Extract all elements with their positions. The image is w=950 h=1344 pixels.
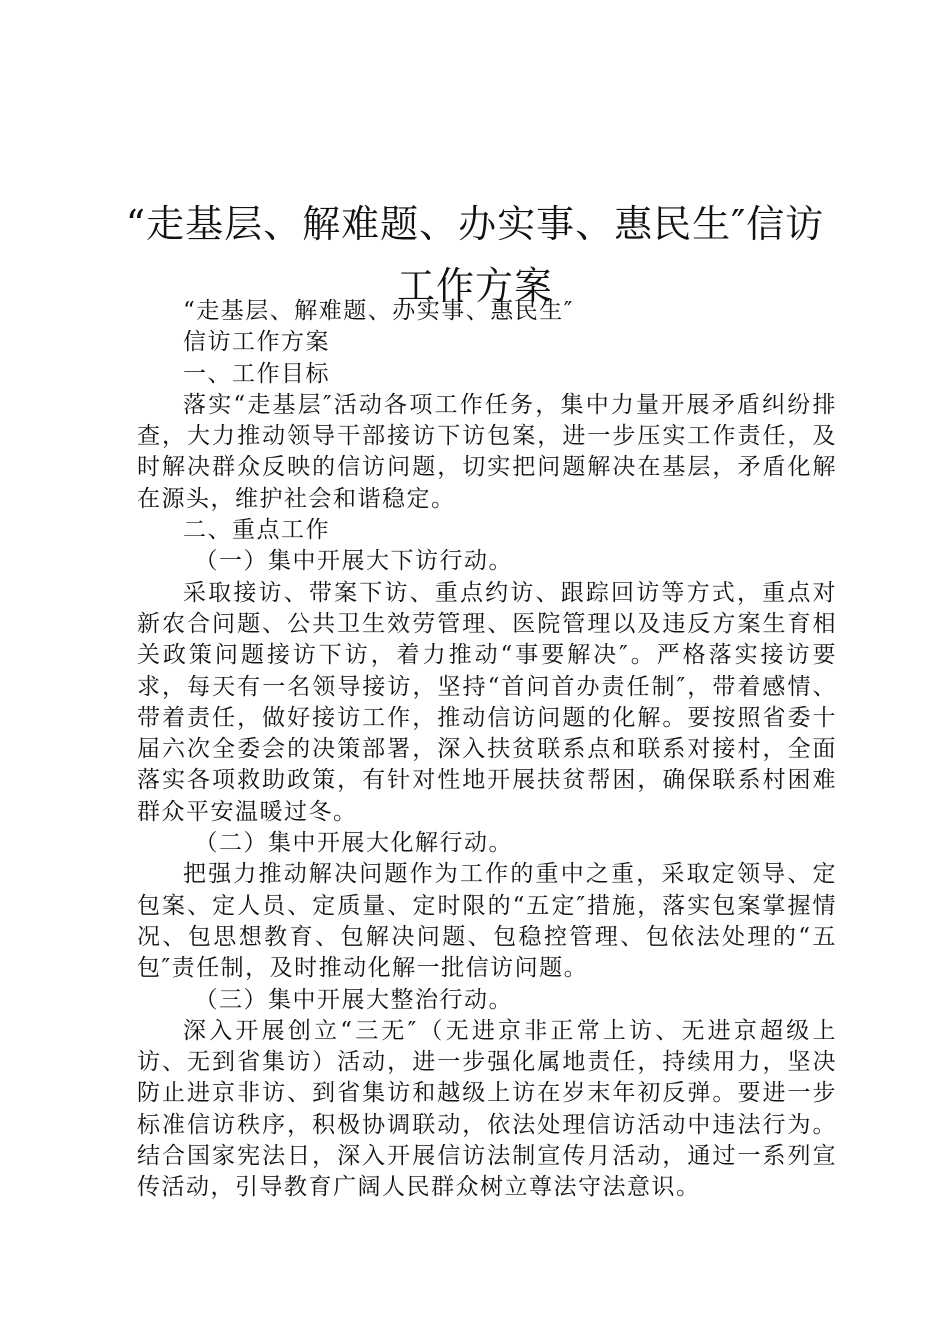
section-heading-key-work: 二、重点工作 bbox=[183, 517, 330, 544]
body-paragraph: 深入开展创立“三无″（无进京非正常上访、无进京超级上访、无到省集访）活动，进一步强化属地责任，持续用力，坚决防止进京非访、到省集访和越级上访在岁末年初反弹。要进一步标准信访秩序，积极协调联动，依法处理信访活动中违法行为。结合国家宪法日，深入开展信访法制宣传月活动，通过一系列宣传活动，引导教育广阔人民群众树立尊法守法意识。 bbox=[137, 1017, 837, 1201]
body-paragraph: 落实“走基层″活动各项工作任务，集中力量开展矛盾纠纷排查，大力推动领导干部接访下访包案，进一步压实工作责任，及时解决群众反映的信访问题，切实把问题解决在基层，矛盾化解在源头，维护社会和谐稳定。 bbox=[137, 391, 837, 512]
subsection-heading-1: （一）集中开展大下访行动。 bbox=[194, 548, 513, 575]
subtitle-line-2: 信访工作方案 bbox=[183, 329, 330, 356]
section-heading-goals: 一、工作目标 bbox=[183, 360, 330, 387]
subtitle-line-1: “走基层、解难题、办实事、惠民生″ bbox=[183, 298, 574, 324]
document-body bbox=[137, 296, 837, 1204]
subsection-heading-3: （三）集中开展大整治行动。 bbox=[194, 986, 513, 1013]
body-paragraph: 把强力推动解决问题作为工作的重中之重，采取定领导、定包案、定人员、定质量、定时限的“五定″措施，落实包案掌握情况、包思想教育、包解决问题、包稳控管理、包依法处理的“五包″责任制，及时推动化解一批信访问题。 bbox=[137, 861, 837, 982]
document-title: “走基层、解难题、办实事、惠民生″信访工作方案 bbox=[125, 202, 825, 309]
body-paragraph: 采取接访、带案下访、重点约访、跟踪回访等方式，重点对新农合问题、公共卫生效劳管理、医院管理以及违反方案生育相关政策问题接访下访，着力推动“事要解决″。严格落实接访要求，每天有一名领导接访，坚持“首问首办责任制″，带着感情、带着责任，做好接访工作，推动信访问题的化解。要按照省委十届六次全委会的决策部署，深入扶贫联系点和联系对接村，全面落实各项救助政策，有针对性地开展扶贫帮困，确保联系村困难群众平安温暖过冬。 bbox=[137, 579, 837, 825]
subsection-heading-2: （二）集中开展大化解行动。 bbox=[194, 830, 513, 857]
